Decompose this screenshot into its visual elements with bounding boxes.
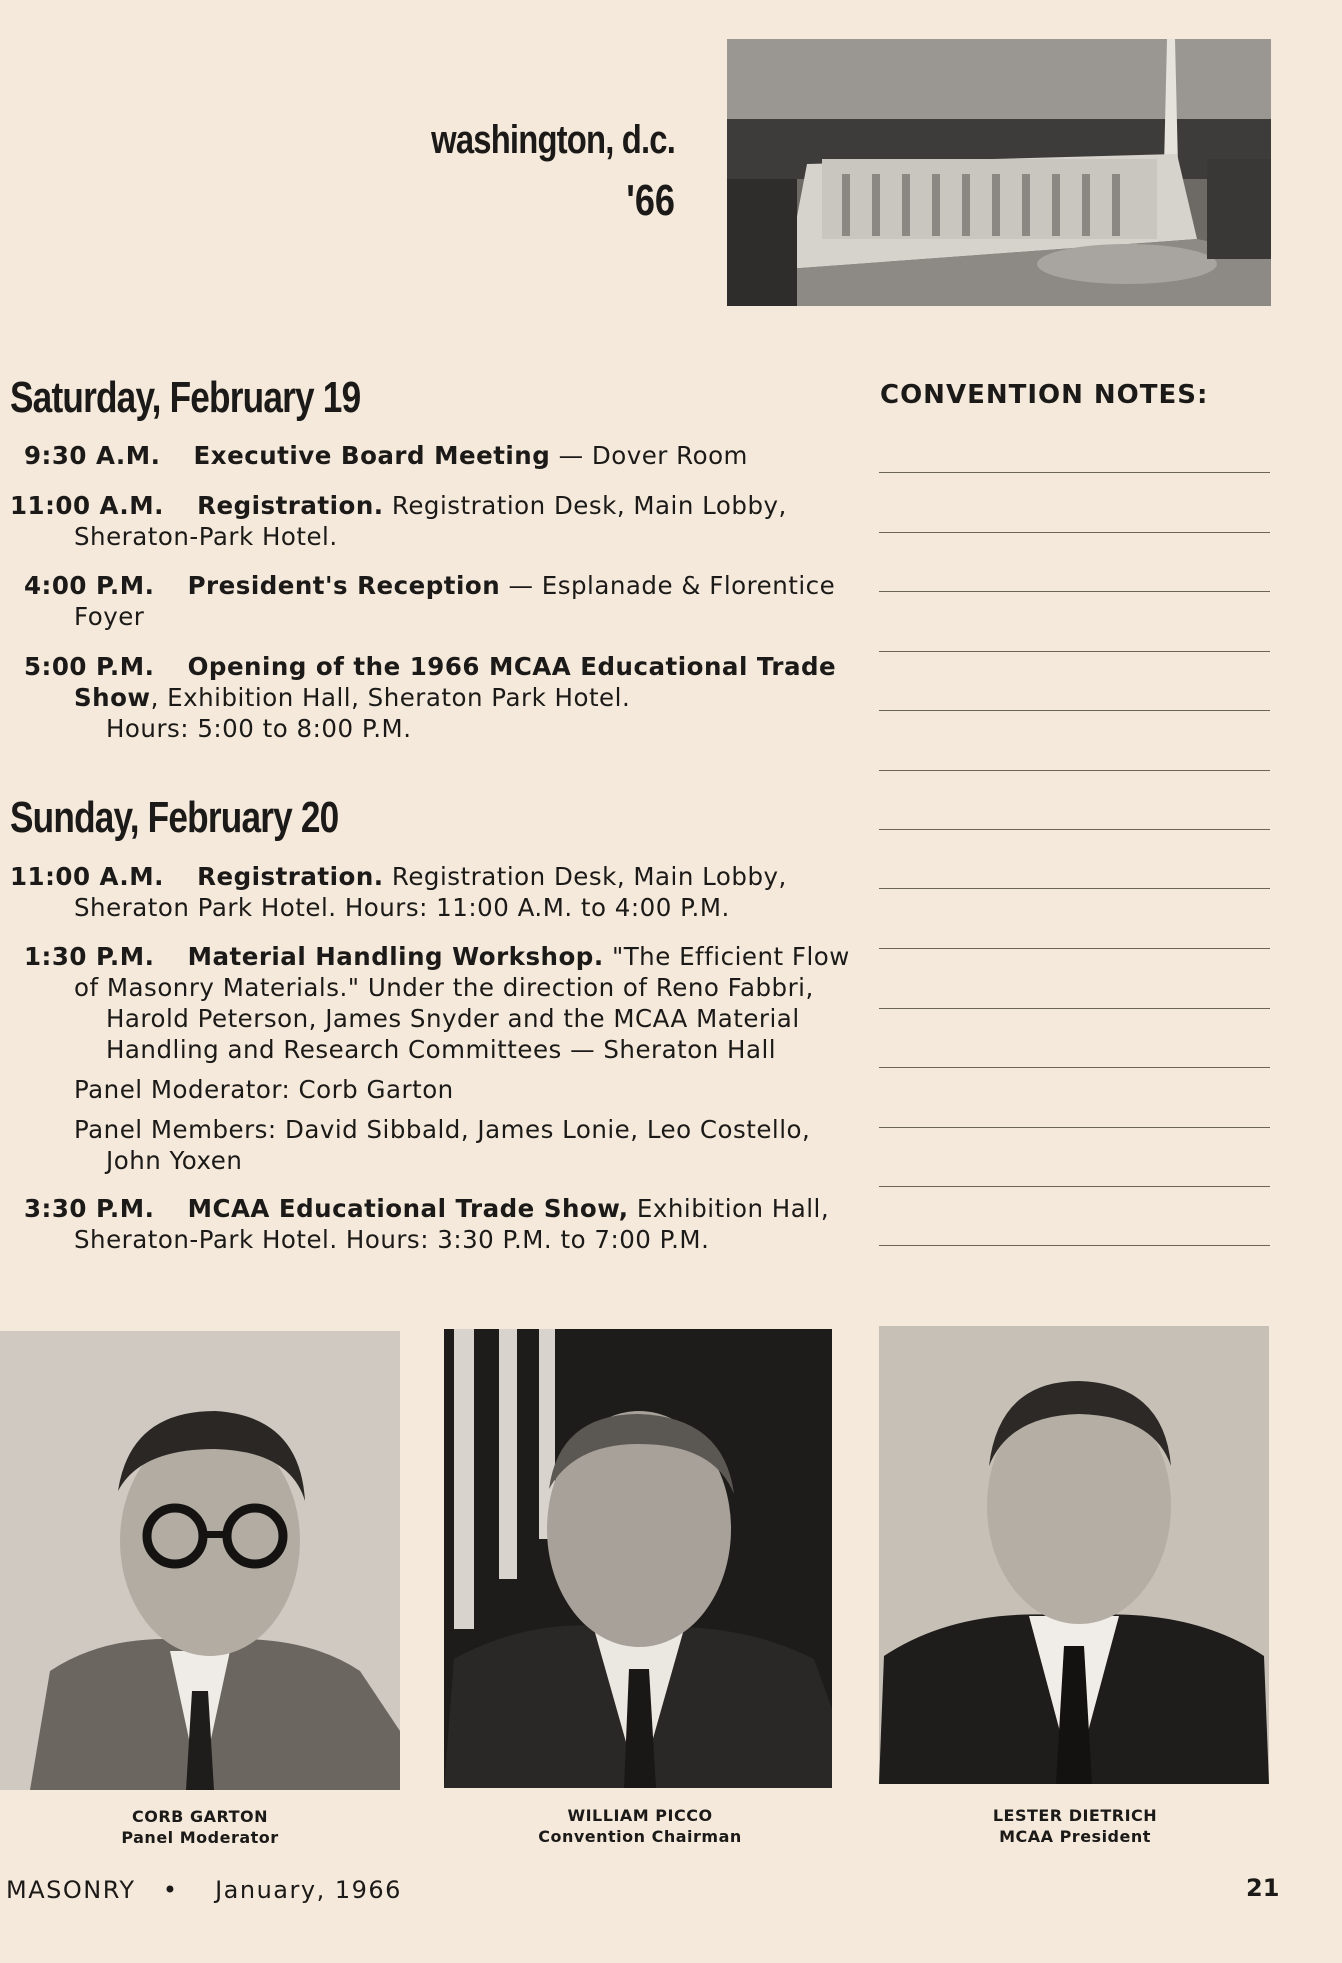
- note-line: [879, 1127, 1270, 1128]
- caption-name: CORB GARTON: [132, 1807, 268, 1826]
- footer-publication: MASONRY: [6, 1876, 136, 1904]
- panel-moderator-text: Panel Moderator: Corb Garton: [74, 1075, 454, 1104]
- panel-members-text: Panel Members: David Sibbald, James Lonie, Leo Costello,: [74, 1115, 811, 1144]
- note-line: [879, 829, 1270, 830]
- sun-entry-2-cont3: Handling and Research Committees — Sheraton Hall: [106, 1035, 777, 1064]
- caption-role: MCAA President: [999, 1827, 1151, 1846]
- sat-entry-4: [10, 651, 840, 744]
- sun-entry-1-rest: Registration Desk, Main Lobby,: [383, 862, 787, 891]
- footer-date: January, 1966: [215, 1876, 402, 1904]
- sat-entry-2-rest: Registration Desk, Main Lobby,: [383, 491, 787, 520]
- caption-name: LESTER DIETRICH: [992, 1806, 1158, 1825]
- sat-entry-1: [10, 440, 840, 471]
- sun-entry-2-title: Material Handling Workshop.: [187, 942, 604, 971]
- page-number: 21: [1246, 1874, 1280, 1902]
- sat-entry-3-title: President's Reception: [187, 571, 501, 600]
- caption-role: Convention Chairman: [538, 1827, 742, 1846]
- sun-entry-3-rest: Exhibition Hall,: [628, 1194, 830, 1223]
- note-line: [879, 472, 1270, 473]
- sun-entry-2-rest: "The Efficient Flow: [603, 942, 850, 971]
- convention-notes-title: CONVENTION NOTES:: [880, 380, 1209, 410]
- portrait-silhouette: [879, 1326, 1269, 1784]
- sat-entry-2-cont: Sheraton-Park Hotel.: [74, 522, 338, 551]
- note-line: [879, 1245, 1270, 1246]
- sun-panel-members: [10, 1114, 840, 1176]
- sunday-heading: Sunday, February 20: [10, 793, 339, 842]
- sat-entry-1-time: 9:30 A.M.: [24, 441, 161, 470]
- panel-members-text-2: John Yoxen: [106, 1146, 243, 1175]
- sun-panel-moderator: [10, 1074, 840, 1105]
- sun-entry-2: [10, 941, 850, 1065]
- caption-corb-garton: [100, 1806, 300, 1848]
- note-line: [879, 1067, 1270, 1068]
- sun-entry-2-cont2: Harold Peterson, James Snyder and the MCAA Material: [106, 1004, 800, 1033]
- building-illustration: [727, 39, 1271, 306]
- sat-entry-1-title: Executive Board Meeting: [193, 441, 551, 470]
- portrait-corb-garton: [0, 1331, 400, 1790]
- sun-entry-3-time: 3:30 P.M.: [24, 1194, 155, 1223]
- convention-hall-photo: [727, 39, 1271, 306]
- caption-role: Panel Moderator: [121, 1828, 279, 1847]
- sun-entry-3-title: MCAA Educational Trade Show,: [187, 1194, 629, 1223]
- note-line: [879, 591, 1270, 592]
- sun-entry-2-cont: of Masonry Materials." Under the direction of Reno Fabbri,: [74, 973, 814, 1002]
- note-line: [879, 532, 1270, 533]
- portrait-william-picco: [444, 1329, 832, 1788]
- sun-entry-3-cont: Sheraton-Park Hotel. Hours: 3:30 P.M. to 7:00 P.M.: [74, 1225, 710, 1254]
- note-line: [879, 770, 1270, 771]
- portrait-silhouette: [444, 1329, 832, 1788]
- footer-bullet: •: [162, 1876, 179, 1904]
- note-line: [879, 1186, 1270, 1187]
- sun-entry-3: [10, 1193, 840, 1255]
- sat-entry-3-time: 4:00 P.M.: [24, 571, 155, 600]
- sat-entry-3: [10, 570, 840, 632]
- sun-entry-1-time: 11:00 A.M.: [10, 862, 164, 891]
- header-city: washington, d.c.: [431, 118, 675, 162]
- caption-name: WILLIAM PICCO: [567, 1806, 713, 1825]
- sat-entry-4-cont: , Exhibition Hall, Sheraton Park Hotel.: [150, 683, 631, 712]
- sat-entry-2-title: Registration.: [197, 491, 384, 520]
- sat-entry-4-title: Opening of the 1966 MCAA Educational Trade: [187, 652, 837, 681]
- note-line: [879, 948, 1270, 949]
- note-line: [879, 710, 1270, 711]
- sat-entry-3-cont: Foyer: [74, 602, 145, 631]
- portrait-lester-dietrich: [879, 1326, 1269, 1784]
- portrait-silhouette: [0, 1331, 400, 1790]
- sat-entry-2: [10, 490, 840, 552]
- sun-entry-1-title: Registration.: [197, 862, 384, 891]
- caption-william-picco: [520, 1805, 760, 1847]
- sun-entry-2-time: 1:30 P.M.: [24, 942, 155, 971]
- note-line: [879, 651, 1270, 652]
- sun-entry-1-cont: Sheraton Park Hotel. Hours: 11:00 A.M. to 4:00 P.M.: [74, 893, 730, 922]
- note-line: [879, 1008, 1270, 1009]
- saturday-heading: Saturday, February 19: [10, 373, 361, 422]
- sat-entry-2-time: 11:00 A.M.: [10, 491, 164, 520]
- header-year: '66: [626, 176, 675, 225]
- sat-entry-4-time: 5:00 P.M.: [24, 652, 155, 681]
- sat-entry-4-cont-bold: Show: [74, 683, 151, 712]
- sat-entry-1-rest: — Dover Room: [550, 441, 748, 470]
- note-line: [879, 888, 1270, 889]
- sun-entry-1: [10, 861, 840, 923]
- sat-entry-4-hours: Hours: 5:00 to 8:00 P.M.: [106, 714, 412, 743]
- caption-lester-dietrich: [975, 1805, 1175, 1847]
- footer: [6, 1876, 402, 1904]
- sat-entry-3-rest: — Esplanade & Florentice: [500, 571, 836, 600]
